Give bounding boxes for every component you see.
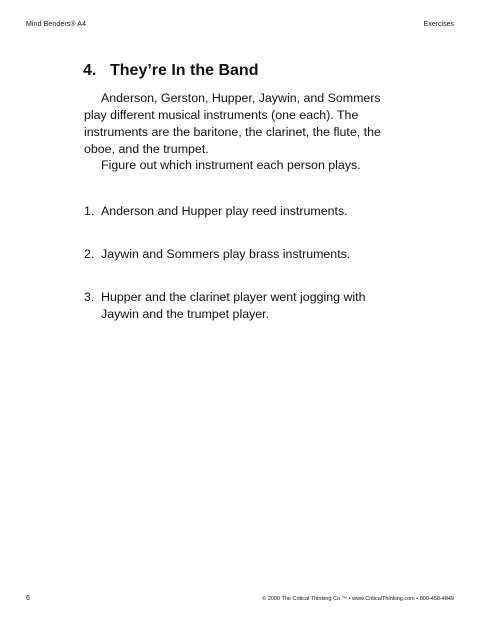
clue-item: [84, 203, 404, 220]
clue-item: [84, 289, 404, 323]
clue-number: 1.: [84, 204, 95, 218]
page-number: 6: [26, 595, 30, 602]
clue-text: Anderson and Hupper play reed instruments.: [101, 204, 348, 218]
clue-text: Jaywin and Sommers play brass instruments.: [101, 247, 351, 261]
intro-paragraph: [84, 90, 404, 158]
clue-item: [84, 246, 404, 263]
copyright-footer: © 2000 The Critical Thinking Co.™ • www.CriticalThinking.com • 800-458-4849: [262, 596, 454, 602]
puzzle-title: [83, 62, 258, 80]
running-header-book-title: Mind Benders® A4: [26, 21, 87, 28]
intro-text: Anderson, Gerston, Hupper, Jaywin, and Sommers play different musical instruments (one each). The instruments are the baritone, the clarinet, the flute, the oboe, and the trumpet.: [84, 91, 381, 156]
puzzle-number: 4.: [83, 62, 97, 79]
instruction-text: Figure out which instrument each person plays.: [101, 158, 361, 172]
running-header-section: Exercises: [423, 21, 454, 28]
clue-number: 3.: [84, 290, 95, 304]
clue-text: Hupper and the clarinet player went jogging with Jaywin and the trumpet player.: [101, 290, 366, 321]
instruction-paragraph: [84, 157, 404, 174]
puzzle-title-text: They’re In the Band: [110, 62, 259, 79]
clue-number: 2.: [84, 247, 95, 261]
